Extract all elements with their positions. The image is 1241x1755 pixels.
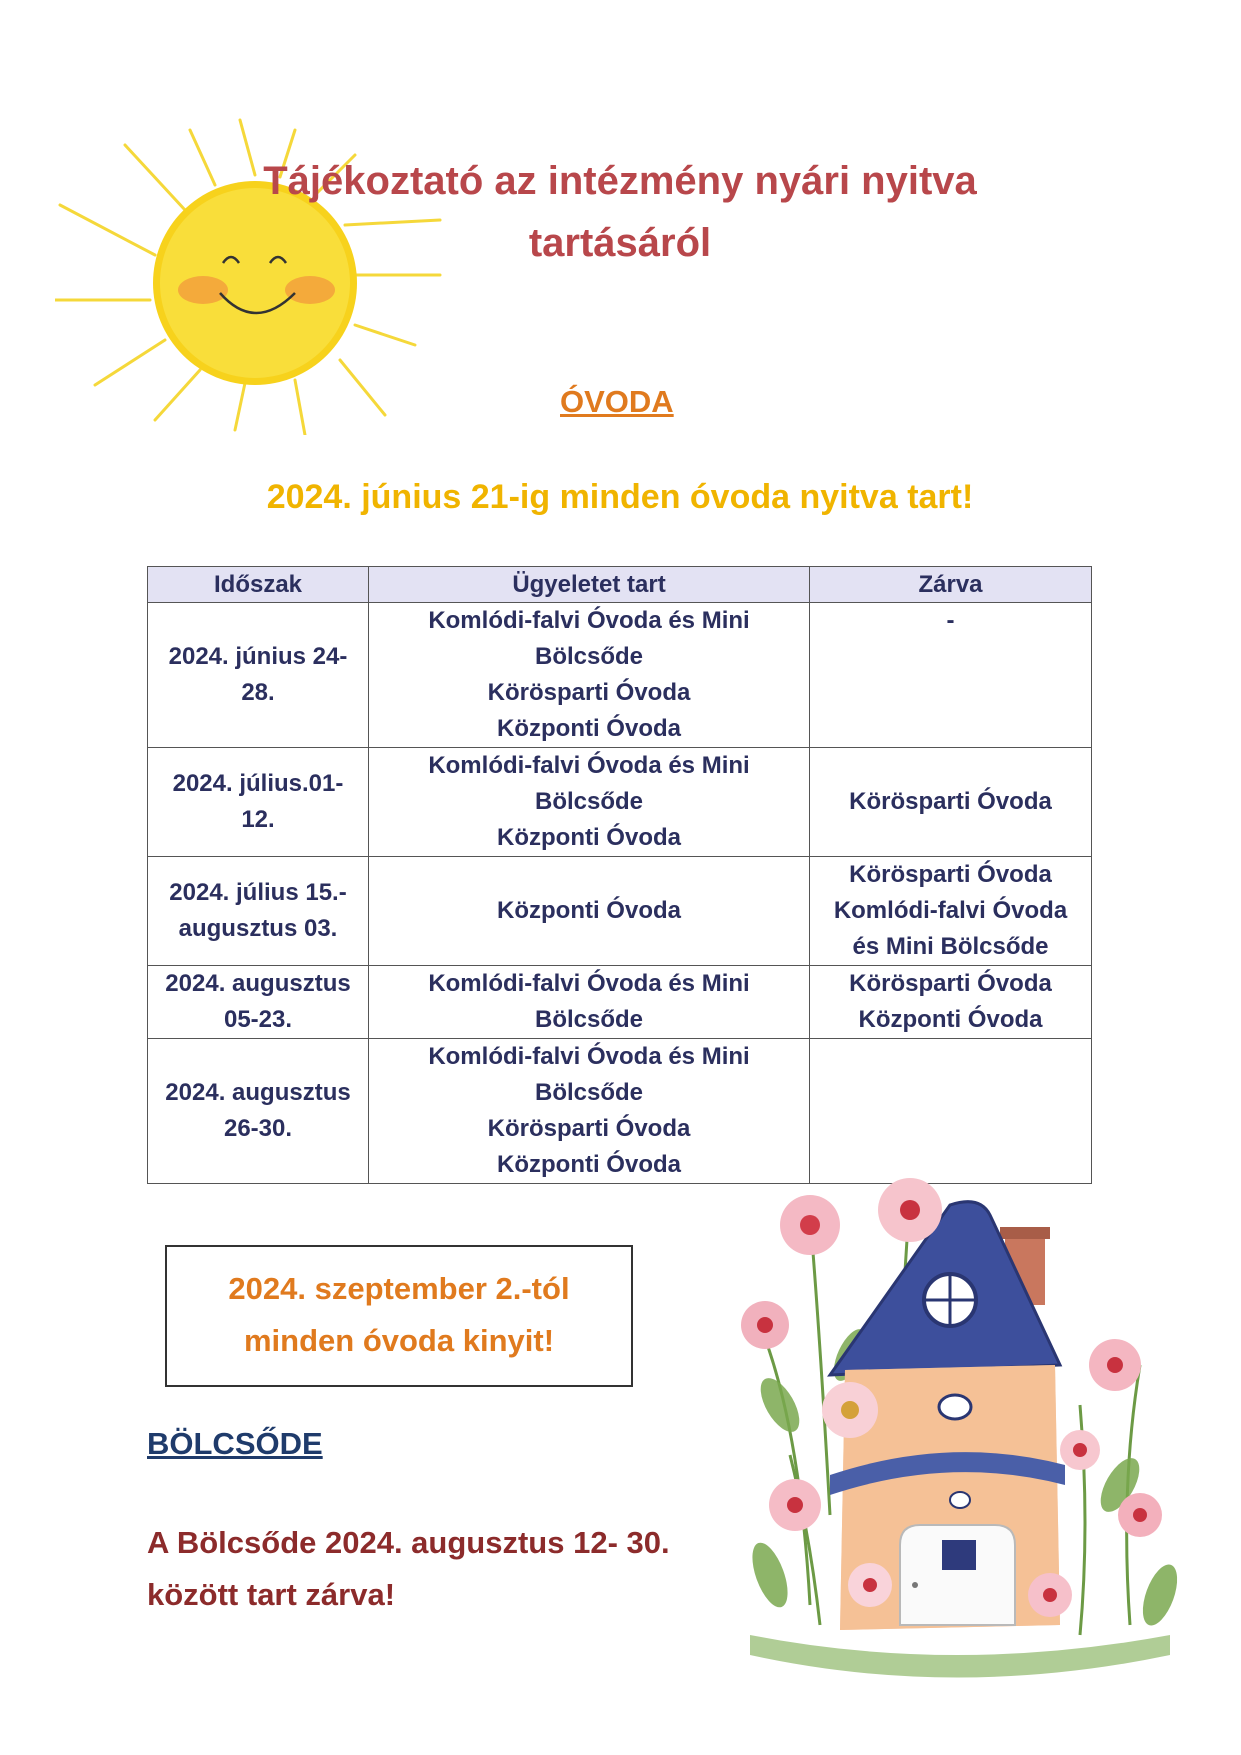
- cell-line: Bölcsőde: [534, 788, 644, 815]
- header-period: Időszak: [148, 567, 369, 603]
- ovoda-heading: ÓVODA: [560, 384, 674, 419]
- closed-cell: [810, 603, 1092, 748]
- cell-line: Komlódi-falvi Óvoda és Mini: [428, 970, 750, 997]
- flower-house-icon: [720, 1155, 1190, 1695]
- june-note: 2024. június 21-ig minden óvoda nyitva tart!: [266, 478, 974, 516]
- cell-line: Bölcsőde: [534, 1006, 644, 1033]
- table-row: [148, 857, 1092, 966]
- duty-cell: [369, 966, 810, 1039]
- cell-line: Bölcsőde: [534, 643, 644, 670]
- cell-line: Körösparti Óvoda: [487, 1115, 691, 1142]
- cell-line: -: [946, 607, 955, 634]
- table-row: [148, 966, 1092, 1039]
- bolcsode-note-line: A Bölcsőde 2024. augusztus 12- 30.: [147, 1525, 670, 1560]
- header-duty: Ügyeletet tart: [369, 567, 810, 603]
- table-row: [148, 748, 1092, 857]
- cell-line: Központi Óvoda: [497, 897, 681, 924]
- cell-line: Körösparti Óvoda: [487, 679, 691, 706]
- cell-line: 2024. augusztus: [165, 1079, 351, 1106]
- cell-line: Komlódi-falvi Óvoda és Mini: [428, 1043, 750, 1070]
- cell-line: Központi Óvoda: [497, 715, 681, 742]
- cell-line: Körösparti Óvoda: [849, 861, 1052, 888]
- period-cell: [148, 1039, 369, 1184]
- cell-line: Központi Óvoda: [858, 1006, 1043, 1033]
- cell-line: Körösparti Óvoda: [849, 788, 1052, 815]
- schedule-table: [147, 566, 1092, 1184]
- cell-line: 12.: [241, 806, 275, 833]
- cell-line: Komlódi-falvi Óvoda: [833, 897, 1068, 924]
- table-row: [148, 603, 1092, 748]
- header-closed: Zárva: [810, 567, 1092, 603]
- cell-line: 2024. augusztus: [165, 970, 351, 997]
- bolcsode-note-line: között tart zárva!: [147, 1577, 396, 1612]
- cell-line: 2024. június 24-: [168, 643, 348, 670]
- september-note-line: minden óvoda kinyit!: [243, 1323, 555, 1358]
- cell-line: augusztus 03.: [178, 915, 338, 942]
- closed-cell: [810, 748, 1092, 857]
- cell-line: 28.: [241, 679, 275, 706]
- cell-line: 2024. július 15.-: [169, 879, 347, 906]
- page-title: Tájékoztató az intézmény nyári nyitva tartásáról: [263, 159, 977, 265]
- closed-cell: [810, 857, 1092, 966]
- cell-line: Komlódi-falvi Óvoda és Mini: [428, 752, 750, 779]
- september-note-line: 2024. szeptember 2.-tól: [228, 1271, 570, 1306]
- period-cell: [148, 748, 369, 857]
- cell-line: és Mini Bölcsőde: [852, 933, 1049, 960]
- duty-cell: [369, 603, 810, 748]
- cell-line: Komlódi-falvi Óvoda és Mini: [428, 607, 750, 634]
- september-note-box: [165, 1245, 633, 1387]
- bolcsode-heading: BÖLCSŐDE: [147, 1426, 323, 1461]
- bolcsode-note: [147, 1517, 747, 1621]
- duty-cell: [369, 748, 810, 857]
- cell-line: 05-23.: [223, 1006, 293, 1033]
- table-header-row: [148, 567, 1092, 603]
- cell-line: 26-30.: [223, 1115, 293, 1142]
- period-cell: [148, 966, 369, 1039]
- cell-line: Körösparti Óvoda: [849, 970, 1052, 997]
- cell-line: Bölcsőde: [534, 1079, 644, 1106]
- cell-line: Központi Óvoda: [497, 1151, 681, 1178]
- duty-cell: [369, 857, 810, 966]
- period-cell: [148, 857, 369, 966]
- closed-cell: [810, 966, 1092, 1039]
- cell-line: Központi Óvoda: [497, 824, 681, 851]
- cell-line: 2024. július.01-: [172, 770, 344, 797]
- period-cell: [148, 603, 369, 748]
